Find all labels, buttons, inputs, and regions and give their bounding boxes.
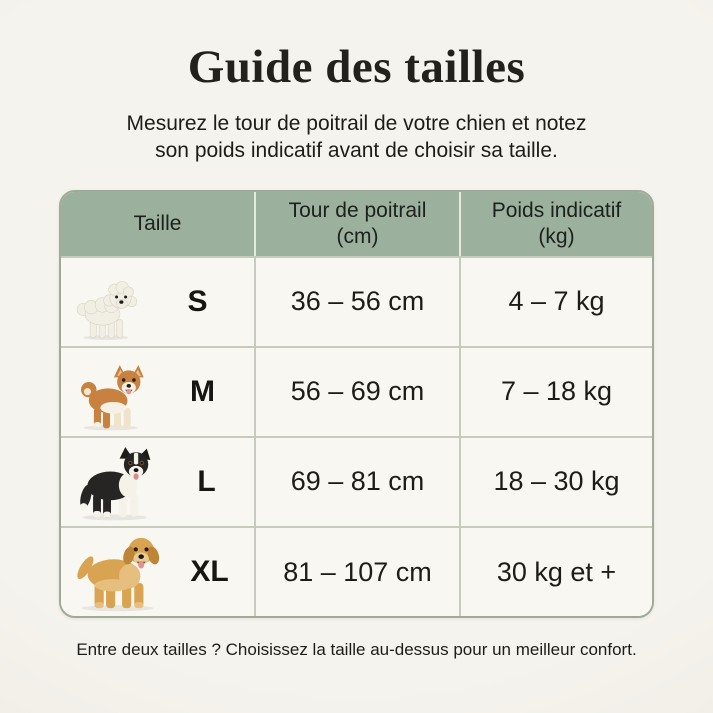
header-chest-label: Tour de poitrail xyxy=(288,198,427,222)
page-title: Guide des tailles xyxy=(187,41,526,93)
cell-size-s xyxy=(61,258,254,346)
table-row-size-s xyxy=(61,256,652,346)
cell-size-m xyxy=(61,348,254,436)
golden-retriever-dog-icon xyxy=(73,528,165,612)
bichon-frise-dog-icon xyxy=(73,279,141,341)
size-label-m: M xyxy=(190,374,215,408)
cell-weight-l: 18 – 30 kg xyxy=(459,438,652,526)
header-weight-label: Poids indicatif xyxy=(491,198,622,222)
cell-weight-m: 7 – 18 kg xyxy=(459,348,652,436)
cell-chest-xl: 81 – 107 cm xyxy=(254,528,459,617)
cell-chest-l: 69 – 81 cm xyxy=(254,438,459,526)
header-weight-unit: (kg) xyxy=(538,224,575,248)
size-label-xl: XL xyxy=(190,555,229,589)
cell-size-l xyxy=(61,438,254,526)
cell-weight-s: 4 – 7 kg xyxy=(459,258,652,346)
header-cell-chest xyxy=(254,192,459,256)
table-header-row xyxy=(61,192,652,256)
cell-size-xl xyxy=(61,528,254,617)
subtitle-line-1: Mesurez le tour de poitrail de votre chien et notez xyxy=(126,112,587,135)
table-row-size-m xyxy=(61,346,652,436)
cell-chest-s: 36 – 56 cm xyxy=(254,258,459,346)
table-row-size-l xyxy=(61,436,652,526)
footer-note: Entre deux tailles ? Choisissez la taille au-dessus pour un meilleur confort. xyxy=(76,639,637,659)
shiba-inu-dog-icon xyxy=(73,360,151,431)
cell-weight-xl: 30 kg et + xyxy=(459,528,652,617)
size-label-s: S xyxy=(187,284,208,318)
page-subtitle xyxy=(0,110,713,165)
cell-chest-m: 56 – 69 cm xyxy=(254,348,459,436)
border-collie-dog-icon xyxy=(73,442,159,521)
header-cell-weight xyxy=(459,192,652,256)
size-label-l: L xyxy=(197,464,216,498)
size-table xyxy=(59,190,654,618)
table-row-size-xl xyxy=(61,526,652,616)
header-cell-size xyxy=(61,192,254,256)
header-chest-unit: (cm) xyxy=(336,224,379,248)
subtitle-line-2: son poids indicatif avant de choisir sa taille. xyxy=(155,139,558,163)
header-size-label: Taille xyxy=(133,211,182,235)
